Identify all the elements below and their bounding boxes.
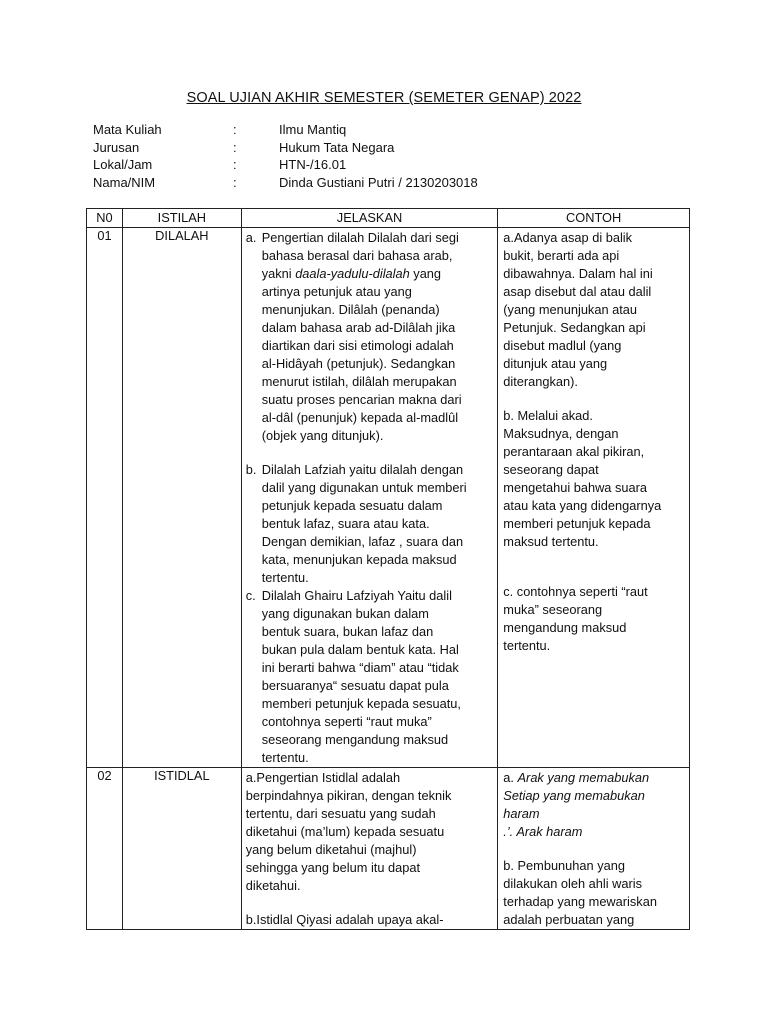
row-term: DILALAH	[122, 228, 241, 768]
explanation-item-c: c. Dilalah Ghairu Lafziyah Yaitu dalil yang digunakan bukan dalam bentuk suara, bukan lafaz dan bukan pula dalam bentuk kata. Hal ini berarti bahwa “diam” atau “tidak bersuaranya“ sesuatu dapat pula memberi petunjuk kepada sesuatu, contohnya seperti “raut muka” seseorang mengandung maksud tertentu.	[245, 588, 461, 765]
header-jelaskan: JELASKAN	[241, 209, 498, 228]
header-istilah: ISTILAH	[122, 209, 241, 228]
info-row-major	[93, 139, 478, 157]
info-value: Hukum Tata Negara	[279, 139, 395, 155]
info-label: Jurusan	[93, 139, 140, 155]
info-label: Mata Kuliah	[93, 122, 162, 137]
info-value: HTN-/16.01	[279, 157, 347, 173]
info-value: Ilmu Mantiq	[279, 122, 347, 137]
info-row-class	[93, 156, 478, 174]
row-number: 02	[87, 768, 123, 930]
info-separator: :	[233, 122, 237, 137]
info-value: Dinda Gustiani Putri / 2130203018	[279, 175, 478, 191]
info-separator: :	[233, 175, 237, 191]
page-title: SOAL UJIAN AKHIR SEMESTER (SEMETER GENAP) 2022	[186, 90, 582, 106]
row-number: 01	[87, 228, 123, 768]
row-example: a.Adanya asap di balik bukit, berarti ada api dibawahnya. Dalam hal ini asap disebut dal atau dalil (yang menunjukan atau Petunjuk. Sedangkan api disebut madlul (yang ditunjuk atau yang diterangkan). b. Melalui akad. Maksudnya, dengan perantaraan akal pikiran, seseorang dapat mengetahui bahwa suara atau kata yang didengarnya memberi petunjuk kepada maksud tertentu. c. contohnya seperti “raut muka” seseorang mengandung maksud tertentu.	[498, 228, 690, 768]
header-no: N0	[87, 209, 123, 228]
info-row-name	[93, 174, 478, 192]
row-example: a. Arak yang memabukan Setiap yang memabukan haram .’. Arak haram b. Pembunuhan yang dilakukan oleh ahli waris terhadap yang mewariskan adalah perbuatan yang	[498, 768, 690, 930]
header-contoh: CONTOH	[498, 209, 690, 228]
explanation-item-b: b. Dilalah Lafziah yaitu dilalah dengan dalil yang digunakan untuk memberi petunjuk kepada sesuatu dalam bentuk lafaz, suara atau kata. Dengan demikian, lafaz , suara dan kata, menunjukan kepada maksud tertentu.	[245, 462, 467, 585]
info-row-course	[93, 121, 478, 139]
row-explanation: a.Pengertian Istidlal adalah berpindahnya pikiran, dengan teknik tertentu, dari sesuatu yang sudah diketahui (ma’lum) kepada sesuatu yang belum diketahui (majhul) sehingga yang belum itu dapat diketahui. b.Istidlal Qiyasi adalah upaya akal-	[241, 768, 498, 930]
row-explanation	[241, 228, 498, 768]
answer-table	[86, 208, 690, 930]
info-separator: :	[233, 157, 237, 173]
row-term: ISTIDLAL	[122, 768, 241, 930]
table-row	[87, 768, 690, 930]
info-separator: :	[233, 139, 237, 155]
info-label: Lokal/Jam	[93, 157, 153, 173]
student-info	[93, 121, 478, 192]
table-header-row	[87, 209, 690, 228]
explanation-item-a: a. Pengertian dilalah Dilalah dari segi bahasa berasal dari bahasa arab, yakni daala-yadulu-dilalah yang artinya petunjuk atau yang menunjukan. Dilâlah (penanda) dalam bahasa arab ad-Dilâlah jika diartikan dari sisi etimologi adalah al-Hidâyah (petunjuk). Sedangkan menurut istilah, dilâlah merupakan suatu proses pencarian makna dari al-dâl (penunjuk) kepada al-madlûl (objek yang ditunjuk).	[245, 230, 462, 443]
table-row	[87, 228, 690, 768]
info-label: Nama/NIM	[93, 175, 156, 191]
